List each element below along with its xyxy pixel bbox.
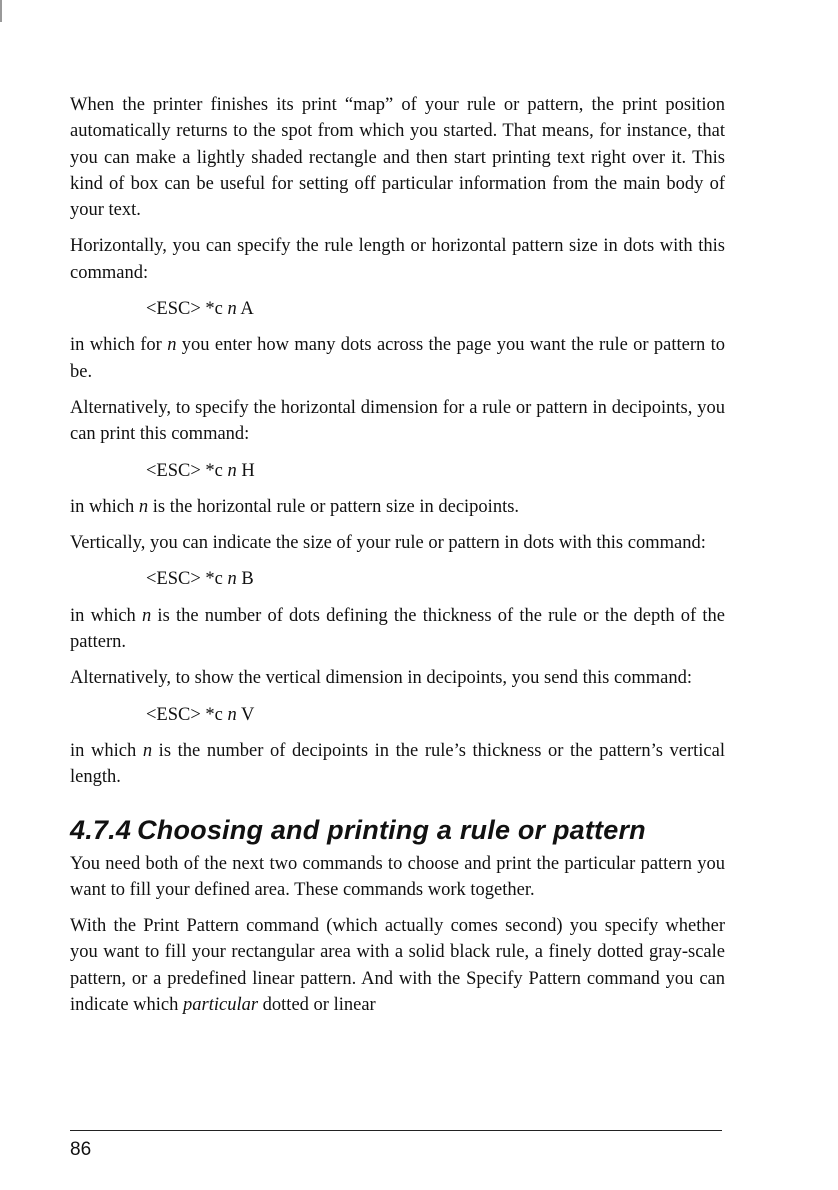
command-esc-c-b: <ESC> *c n B (146, 569, 254, 590)
section-title: Choosing and printing a rule or pattern (137, 814, 646, 845)
section-heading (70, 813, 725, 847)
paragraph-vertical-decipoints-explanation: in which n is the number of decipoints in the rule’s thickness or the pattern’s vertical length. (70, 740, 725, 788)
page-number: 86 (70, 1139, 92, 1160)
command-esc-c-v: <ESC> *c n V (146, 704, 255, 725)
paragraph-print-map: When the printer finishes its print “map” of your rule or pattern, the print position automatically returns to the spot from which you started. That means, for instance, that you can make a lightly shaded rectangle and then start printing text right over it. This kind of box can be useful for setting off particular information from the main body of your text. (70, 95, 725, 221)
paragraph-print-pattern: With the Print Pattern command (which actually comes second) you specify whether you want to fill your rectangular area with a solid black rule, a finely dotted gray-scale pattern, or a predefined linear pattern. And with the Specify Pattern command you can indicate which particular dotted or linear (70, 916, 725, 1016)
command-esc-c-h: <ESC> *c n H (146, 460, 255, 481)
section-number: 4.7.4 (70, 814, 132, 845)
paragraph-rule-length-explanation: in which for n you enter how many dots across the page you want the rule or pattern to be. (70, 335, 725, 382)
paragraph-vertical-dots: Vertically, you can indicate the size of your rule or pattern in dots with this command: (70, 533, 706, 554)
paragraph-vertical-decipoints: Alternatively, to show the vertical dimension in decipoints, you send this command: (70, 668, 693, 689)
page-edge-mark (0, 0, 2, 22)
paragraph-vertical-dots-explanation: in which n is the number of dots defining the thickness of the rule or the depth of the pattern. (70, 605, 725, 653)
paragraph-both-commands: You need both of the next two commands to choose and print the particular pattern you want to fill your defined area. These commands work together. (70, 853, 725, 900)
command-esc-c-a: <ESC> *c n A (146, 299, 254, 320)
paragraph-horizontal-dots: Horizontally, you can specify the rule length or horizontal pattern size in dots with this command: (70, 236, 725, 283)
paragraph-horizontal-decipoints: Alternatively, to specify the horizontal dimension for a rule or pattern in decipoints, you can print this command: (70, 397, 725, 445)
page-body (70, 92, 725, 1028)
footer-rule (70, 1130, 722, 1131)
paragraph-horizontal-size-explanation: in which n is the horizontal rule or pattern size in decipoints. (70, 496, 520, 517)
